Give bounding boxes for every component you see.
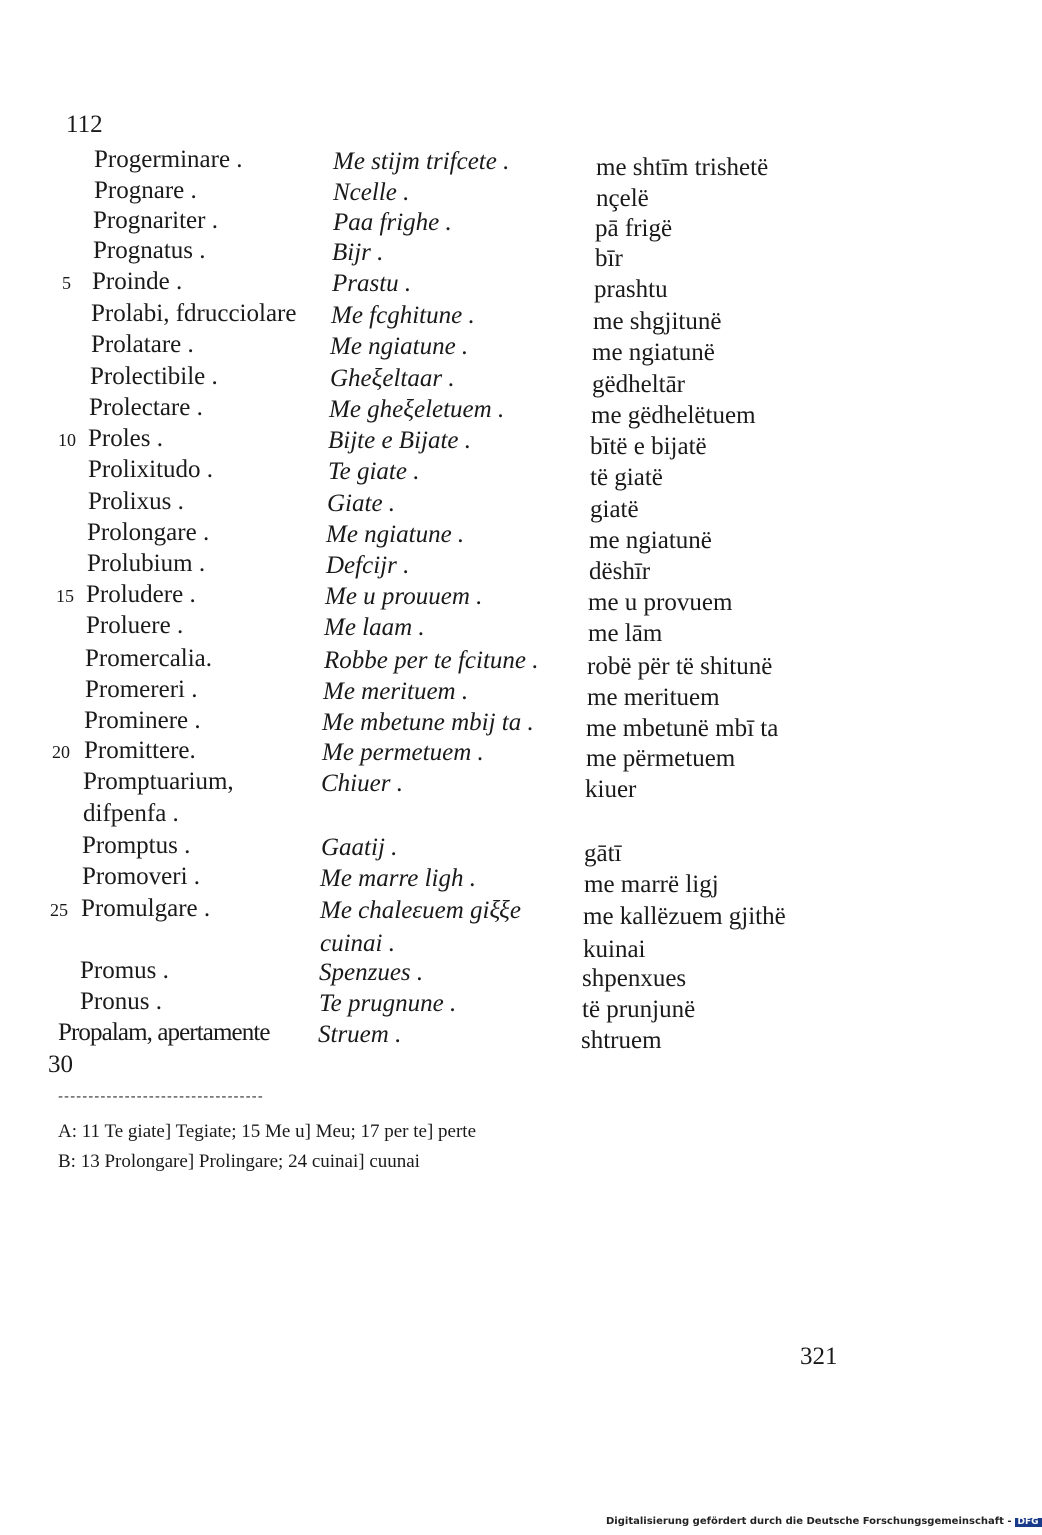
footer-text: Digitalisierung gefördert durch die Deutsche Forschungsgemeinschaft - — [606, 1516, 1012, 1527]
albanian-transcription: të prunjunë — [582, 996, 696, 1023]
albanian-original: Me marre ligh . — [320, 865, 476, 892]
latin-term: Prominere . — [84, 707, 201, 734]
albanian-transcription: bīr — [595, 245, 623, 272]
albanian-transcription: me marrë ligj — [584, 871, 719, 898]
albanian-transcription: shtruem — [581, 1027, 662, 1054]
latin-term: Promptuarium, — [83, 768, 234, 795]
latin-term: Prognariter . — [93, 207, 218, 234]
albanian-original: Me permetuem . — [322, 739, 484, 766]
albanian-transcription: me merituem — [587, 684, 720, 711]
albanian-original: Me stijm trifcete . — [333, 148, 510, 175]
line-number: 20 — [52, 742, 70, 762]
albanian-original: Me ngiatune . — [330, 333, 469, 360]
latin-term: Proles . — [88, 425, 163, 452]
albanian-original: cuinai . — [320, 930, 395, 957]
albanian-original: Bijte e Bijate . — [328, 427, 472, 454]
albanian-original: Defcijr . — [326, 552, 410, 579]
albanian-transcription: shpenxues — [582, 965, 687, 992]
albanian-transcription: me kallëzuem gjithë — [583, 903, 786, 930]
footnote-rule: ---------------------------------- — [58, 1089, 264, 1105]
top-page-number: 112 — [66, 111, 103, 138]
latin-term: Promittere. — [84, 737, 196, 764]
albanian-original: Prastu . — [332, 270, 412, 297]
footnote-b: B: 13 Prolongare] Prolingare; 24 cuinai] cuunai — [58, 1151, 420, 1172]
latin-term: Prolabi, fdrucciolare — [91, 300, 297, 327]
latin-term: Proludere . — [86, 581, 196, 608]
latin-term: Promoveri . — [82, 863, 201, 890]
albanian-original: Te prugnune . — [319, 990, 457, 1017]
albanian-original: Te giate . — [328, 458, 420, 485]
albanian-transcription: të giatë — [590, 464, 663, 491]
albanian-transcription: nçelë — [596, 185, 649, 212]
albanian-original: Ncelle . — [333, 179, 410, 206]
albanian-transcription: me përmetuem — [586, 745, 736, 772]
albanian-original: Gheξeltaar . — [330, 365, 455, 392]
albanian-transcription: me u provuem — [588, 589, 733, 616]
albanian-original: Me ngiatune . — [326, 521, 465, 548]
albanian-transcription: gātī — [584, 840, 622, 867]
albanian-transcription: giatë — [590, 496, 639, 523]
albanian-transcription: me mbetunë mbī ta — [586, 715, 779, 742]
albanian-original: Bijr . — [332, 239, 384, 266]
latin-term: Progerminare . — [94, 146, 243, 173]
albanian-original: Me merituem . — [323, 678, 469, 705]
albanian-transcription: me shtīm trishetë — [596, 154, 769, 181]
dfg-logo: DFG — [1015, 1518, 1042, 1527]
albanian-transcription: dëshīr — [589, 558, 651, 585]
line-number: 5 — [62, 273, 71, 293]
line-number: 10 — [58, 430, 76, 450]
albanian-transcription: prashtu — [594, 276, 668, 303]
latin-term: Prolatare . — [91, 331, 194, 358]
latin-term: Propalam, apertamente — [58, 1019, 270, 1046]
albanian-transcription: me lām — [588, 620, 663, 647]
albanian-transcription: robë për të shitunë — [587, 653, 773, 680]
albanian-transcription: kuinai — [583, 936, 646, 963]
albanian-transcription: pā frigë — [595, 215, 673, 242]
albanian-original: Me gheξeletuem . — [329, 396, 505, 423]
page-number: 321 — [800, 1343, 838, 1370]
albanian-transcription: bītë e bijatë — [590, 433, 707, 460]
latin-term: Proinde . — [92, 268, 183, 295]
latin-term: Prognatus . — [93, 237, 206, 264]
latin-term: Prolectare . — [89, 394, 203, 421]
latin-term: Prolongare . — [87, 519, 210, 546]
albanian-original: Me u prouuem . — [325, 583, 483, 610]
latin-term: difpenfa . — [83, 800, 179, 827]
albanian-original: Me laam . — [324, 614, 425, 641]
latin-term: Prolixitudo . — [88, 456, 214, 483]
albanian-original: Me chaleεuem giξξe — [320, 897, 521, 924]
albanian-original: Me fcghitune . — [331, 302, 475, 329]
albanian-transcription: gëdheltār — [592, 371, 686, 398]
albanian-original: Me mbetune mbij ta . — [322, 709, 534, 736]
line-number: 15 — [56, 586, 74, 606]
latin-term: Promus . — [80, 957, 169, 984]
albanian-original: Robbe per te fcitune . — [324, 647, 539, 674]
albanian-original: Spenzues . — [319, 959, 424, 986]
albanian-transcription: me shgjitunë — [593, 308, 722, 335]
latin-term: Promereri . — [85, 676, 198, 703]
latin-term: Promulgare . — [81, 895, 211, 922]
latin-term: Promercalia. — [85, 645, 213, 672]
footnote-a: A: 11 Te giate] Tegiate; 15 Me u] Meu; 17 per te] perte — [58, 1121, 477, 1142]
albanian-transcription: kiuer — [585, 776, 637, 803]
latin-term: Promptus . — [82, 832, 191, 859]
line-number: 25 — [50, 900, 68, 920]
albanian-transcription: me gëdhelëtuem — [591, 402, 756, 429]
latin-term: Prolubium . — [87, 550, 206, 577]
latin-term: Prognare . — [94, 177, 197, 204]
albanian-original: Chiuer . — [321, 770, 403, 797]
line-number-30: 30 — [48, 1051, 73, 1078]
albanian-transcription: me ngiatunë — [589, 527, 712, 554]
footer-credit — [606, 1517, 1042, 1527]
albanian-original: Struem . — [318, 1021, 402, 1048]
albanian-original: Paa frighe . — [333, 209, 452, 236]
latin-term: Proluere . — [86, 612, 184, 639]
albanian-original: Gaatij . — [321, 834, 398, 861]
albanian-original: Giate . — [327, 490, 396, 517]
albanian-transcription: me ngiatunë — [592, 339, 715, 366]
latin-term: Pronus . — [80, 988, 162, 1015]
latin-term: Prolectibile . — [90, 363, 218, 390]
latin-term: Prolixus . — [88, 488, 184, 515]
